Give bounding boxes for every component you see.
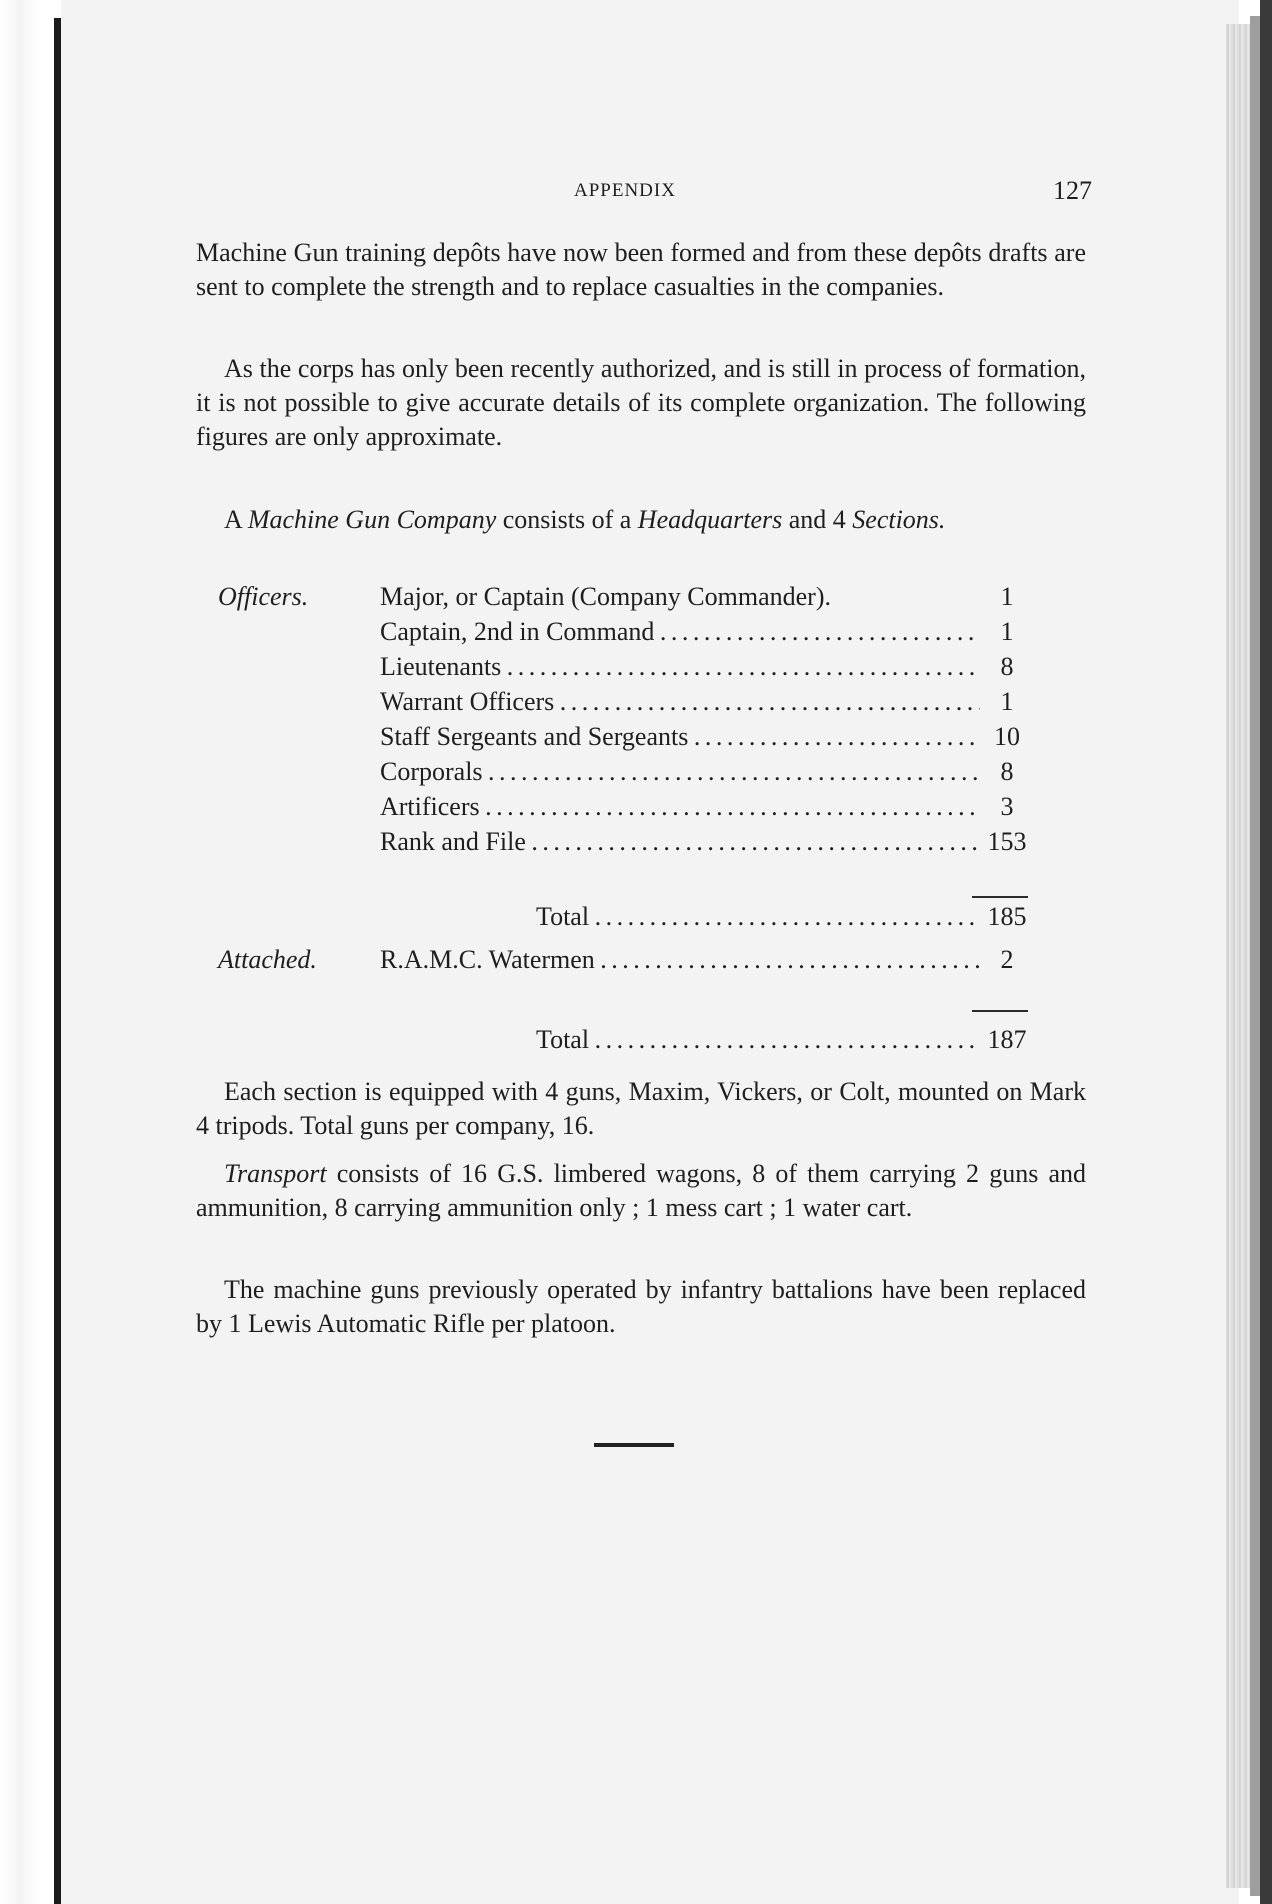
row-label: Captain, 2nd in Command . . . (380, 615, 980, 649)
running-head (200, 176, 1092, 216)
scan-margin-left (0, 0, 48, 1904)
row-value: 1 (1000, 687, 1014, 716)
p5-term-transport: Transport (224, 1159, 327, 1188)
total-rule (972, 1010, 1028, 1012)
page-stack-shadow (1250, 16, 1260, 1896)
table-row (218, 790, 1034, 824)
attached-row (218, 943, 1034, 977)
paragraph-company-composition (196, 503, 1086, 537)
total-label: Total . . . (536, 1023, 980, 1057)
page-number: 127 (1053, 176, 1092, 205)
table-row (218, 650, 1034, 684)
row-value: 10 (994, 722, 1020, 751)
table-row (218, 720, 1034, 754)
p3-term-machine-gun-company: Machine Gun Company (247, 505, 497, 534)
row-value: 1 (1000, 617, 1014, 646)
row-label: Major, or Captain (Company Commander). (380, 582, 831, 611)
attached-label: Attached. (218, 945, 317, 974)
p3-term-headquarters: Headquarters (637, 505, 783, 534)
row-label: Warrant Officers . . . (380, 685, 980, 719)
row-label: Staff Sergeants and Sergeants . . . (380, 720, 980, 754)
scan-margin-right (1260, 0, 1272, 1904)
paragraph-lewis-rifle-text: The machine guns previously operated by infantry battalions have been replaced by 1 Lewis Automatic Rifle per platoon. (196, 1275, 1086, 1338)
p5-text: consists of 16 G.S. limbered wagons, 8 of them carrying 2 guns and ammunition, 8 carrying ammunition only ; 1 mess cart ; 1 water cart. (196, 1159, 1087, 1222)
paragraph-training-depots: Machine Gun training depôts have now been formed and from these depôts drafts are sent to complete the strength and to replace casualties in the companies. (196, 238, 1086, 301)
subtotal-rule (972, 896, 1028, 898)
row-value: 8 (1000, 757, 1014, 786)
row-value: 3 (1000, 792, 1014, 821)
paragraph-corps-formation (196, 352, 1086, 454)
book-spine-edge (54, 18, 61, 1904)
subtotal-row (218, 900, 1034, 934)
paragraph-section-equipment (196, 1075, 1086, 1143)
row-value: 153 (987, 827, 1027, 856)
table-row (218, 615, 1034, 649)
paragraph-lewis-rifle (196, 1273, 1086, 1341)
table-row (218, 755, 1034, 789)
header-title: APPENDIX (574, 180, 676, 201)
subtotal-value: 185 (987, 902, 1027, 931)
paragraph-corps-formation-text: As the corps has only been recently authorized, and is still in process of formation, it is not possible to give accurate details of its complete organization. The following figures are only approximate. (196, 354, 1086, 451)
row-value: 1 (1000, 582, 1014, 611)
row-value: 8 (1000, 652, 1014, 681)
end-rule (594, 1443, 674, 1447)
row-label: Rank and File . . . (380, 825, 980, 859)
table-row (218, 580, 1034, 614)
row-label: Corporals . . . (380, 755, 980, 789)
row-label: Artificers . . . (380, 790, 980, 824)
table-row (218, 825, 1034, 859)
total-row (218, 1023, 1034, 1057)
total-value: 187 (987, 1025, 1027, 1054)
paragraph-transport (196, 1157, 1086, 1225)
p3-text-c: consists of a (502, 505, 632, 534)
attached-value: 2 (1000, 945, 1014, 974)
p3-term-sections: Sections. (852, 505, 946, 534)
attached-item: R.A.M.C. Watermen . . . (380, 943, 980, 977)
table-row (218, 685, 1034, 719)
p3-text-e: and 4 (788, 505, 846, 534)
subtotal-label: Total . . . (536, 900, 980, 934)
row-label: Lieutenants . . . (380, 650, 980, 684)
p3-text-a: A (224, 505, 242, 534)
paragraph-section-equipment-text: Each section is equipped with 4 guns, Maxim, Vickers, or Colt, mounted on Mark 4 tripods. Total guns per company, 16. (196, 1077, 1086, 1140)
officers-label: Officers. (218, 582, 309, 611)
